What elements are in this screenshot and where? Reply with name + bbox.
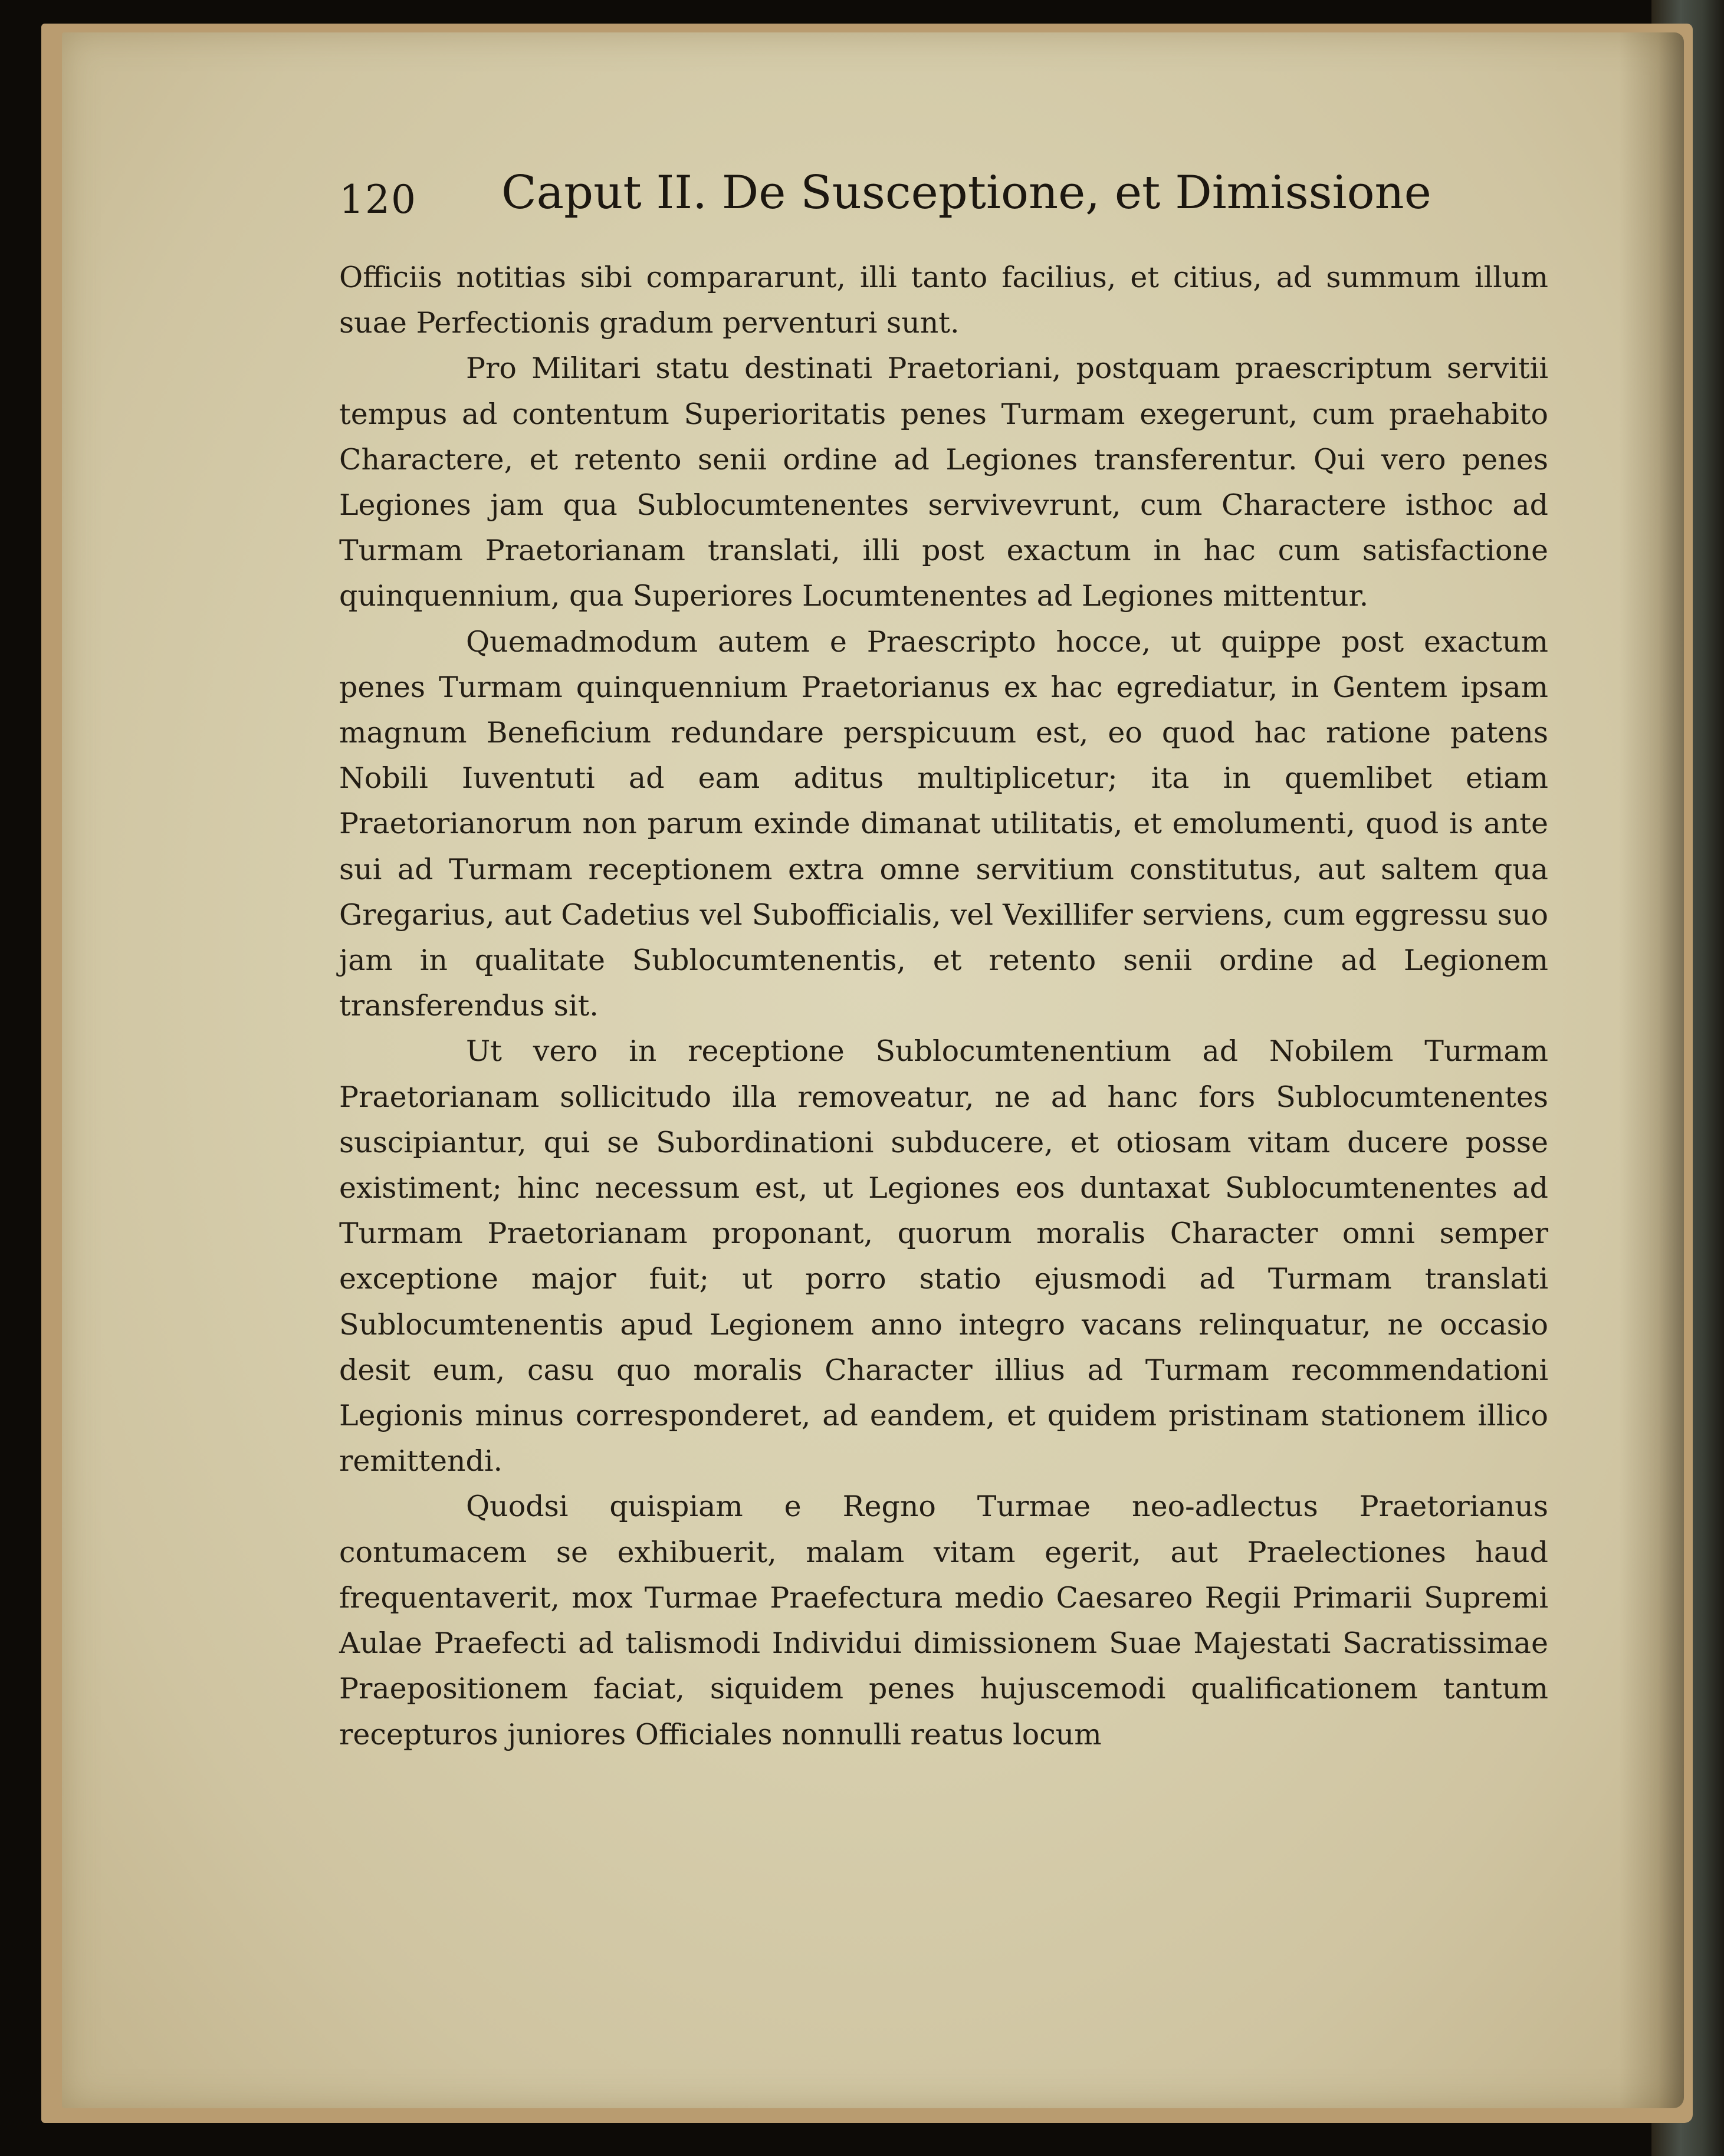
paragraph-4: Ut vero in receptione Sublocumtenentium ad Nobilem Turmam Praetorianam sollicitudo illa removeatur, ne ad hanc fors Sublocumtenentes suscipiantur, qui se Subordinationi subducere, et otiosam vitam ducere posse existiment; hinc necessum est, ut Legiones eos duntaxat Sublocumtenentes ad Turmam Praetorianam proponant, quorum moralis Character omni semper exceptione major fuit; ut porro statio ejusmodi ad Turmam translati Sublocumtenentis apud Legionem anno integro vacans relinquatur, ne occasio desit eum, casu quo moralis Character illius ad Turmam recommendationi Legionis minus corresponderet, ad eandem, et quidem pristinam stationem illico remittendi. — [339, 1034, 1548, 1478]
body-text — [339, 255, 1548, 1757]
paragraph-1: Officiis notitias sibi compararunt, illi tanto facilius, et citius, ad summum illum suae Perfectionis gradum perventuri sunt. — [339, 261, 1548, 340]
page-number: 120 — [339, 177, 417, 222]
paragraph-3: Quemadmodum autem e Praescripto hocce, ut quippe post exactum penes Turmam quinquennium Praetorianus ex hac egrediatur, in Gentem ipsam magnum Beneficium redundare perspicuum est, eo quod hac ratione patens Nobili Iuventuti ad eam aditus multiplicetur; ita in quemlibet etiam Praetorianorum non parum exinde dimanat utilitatis, et emolumenti, quod is ante sui ad Turmam receptionem extra omne servitium constitutus, aut saltem qua Gregarius, aut Cadetius vel Subofficialis, vel Vexillifer serviens, cum eggressu suo jam in qualitate Sublocumtenentis, et retento senii ordine ad Legionem transferendus sit. — [339, 625, 1548, 1023]
chapter-title: Caput II. De Susceptione, et Dimissione — [501, 166, 1431, 219]
paragraph-5: Quodsi quispiam e Regno Turmae neo-adlectus Praetorianus contumacem se exhibuerit, malam vitam egerit, aut Praelectiones haud frequentaverit, mox Turmae Praefectura medio Caesareo Regii Primarii Supremi Aulae Praefecti ad talismodi Individui dimissionem Suae Majestati Sacratissimae Praepositionem faciat, siquidem penes hujuscemodi qualificationem tantum recepturos juniores Officiales nonnulli reatus locum — [339, 1490, 1548, 1751]
paragraph-2: Pro Militari statu destinati Praetoriani, postquam praescriptum servitii tempus ad contentum Superioritatis penes Turmam exegerunt, cum praehabito Charactere, et retento senii ordine ad Legiones transferentur. Qui vero penes Legiones jam qua Sublocumtenentes servivevrunt, cum Charactere isthoc ad Turmam Praetorianam translati, illi post exactum in hac cum satisfactione quinquennium, qua Superiores Locumtenentes ad Legiones mittentur. — [339, 351, 1548, 613]
running-head — [339, 166, 1483, 237]
gutter-shadow — [1619, 32, 1684, 2108]
